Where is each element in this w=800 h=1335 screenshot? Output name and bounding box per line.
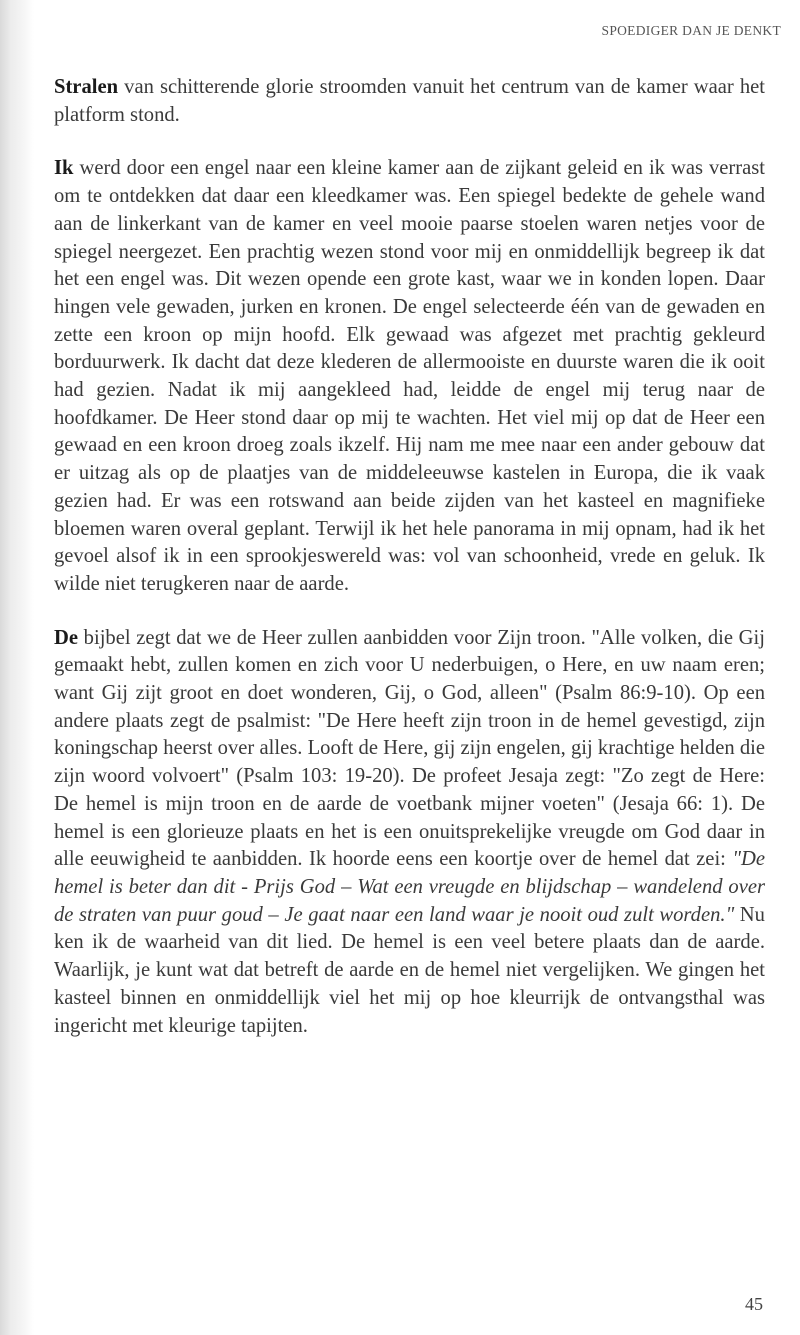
body-text [54,74,765,1040]
song-quote: "De hemel is beter dan dit - Prijs God – Wat een vreugde en blijdschap – wandelend over de straten van puur goud – Je gaat naar een land waar je nooit oud zult worden." [54,848,765,926]
paragraph-3 [54,625,765,1041]
book-gutter-edge [0,0,10,1335]
page-number: 45 [745,1294,763,1314]
paragraph-2 [54,155,765,598]
paragraph-1 [54,74,765,129]
paragraph-text: Nu ken ik de waarheid van dit lied. De hemel is een veel betere plaats dan de aarde. Waarlijk, je kunt wat dat betreft de aarde en de hemel niet vergelijken. We gingen het kasteel binnen en onmiddellijk viel het mij op hoe kleurrijk de ontvangsthal was ingericht met kleurige tapijten. [54,903,765,1037]
paragraph-lead-word: Stralen [54,76,119,98]
paragraph-lead-word: De [54,626,79,649]
paragraph-lead-word: Ik [54,157,74,180]
running-header: SPOEDIGER DAN JE DENKT [601,23,781,38]
paragraph-text: bijbel zegt dat we de Heer zullen aanbidden voor Zijn troon. "Alle volken, die Gij gemaakt hebt, zullen komen en zich voor U nederbuigen, o Here, en uw naam eren; want Gij zijt groot en doet wonderen, Gij, o God, alleen" (Psalm 86:9-10). Op een andere plaats zegt de psalmist: "De Here heeft zijn troon in de hemel gevestigd, zijn koningschap heerst over alles. Looft de Here, gij zijn engelen, gij krachtige helden die zijn woord volvoert" (Psalm 103: 19-20). De profeet Jesaja zegt: "Zo zegt de Here: De hemel is mijn troon en de aarde de voetbank mijner voeten" (Jesaja 66: 1). De hemel is een glorieuze plaats en het is een onuitsprekelijke vreugde om God daar in alle eeuwigheid te aanbidden. Ik hoorde eens een koortje over de hemel dat zei: [54,626,765,871]
paragraph-text: werd door een engel naar een kleine kamer aan de zijkant geleid en ik was verrast om te ontdekken dat daar een kleedkamer was. Een spiegel bedekte de gehele wand aan de linkerkant van de kamer en veel mooie paarse stoelen waren netjes voor de spiegel neergezet. Een prachtig wezen stond voor mij en onmiddellijk begreep ik dat het een engel was. Dit wezen opende een grote kast, waar we in konden lopen. Daar hingen vele gewaden, jurken en kronen. De engel selecteerde één van de gewaden en zette een kroon op mijn hoofd. Elk gewaad was afgezet met prachtig gekleurd borduurwerk. Ik dacht dat deze klederen de allermooiste en duurste waren die ik ooit had gezien. Nadat ik mij aangekleed had, leidde de engel mij terug naar de hoofdkamer. De Heer stond daar op mij te wachten. Het viel mij op dat de Heer een gewaad en een kroon droeg zoals ikzelf. Hij nam me mee naar een ander gebouw dat er uitzag als op de plaatjes van de middeleeuwse kastelen in Europa, die ik vaak gezien had. Er was een rotswand aan beide zijden van het kasteel en magnifieke bloemen waren overal geplant. Terwijl ik het hele panorama in mij opnam, had ik het gevoel alsof ik in een sprookjeswereld was: vol van schoonheid, vrede en geluk. Ik wilde niet terugkeren naar de aarde. [54,157,765,595]
paragraph-text: van schitterende glorie stroomden vanuit het centrum van de kamer waar het platform stond. [54,76,765,126]
